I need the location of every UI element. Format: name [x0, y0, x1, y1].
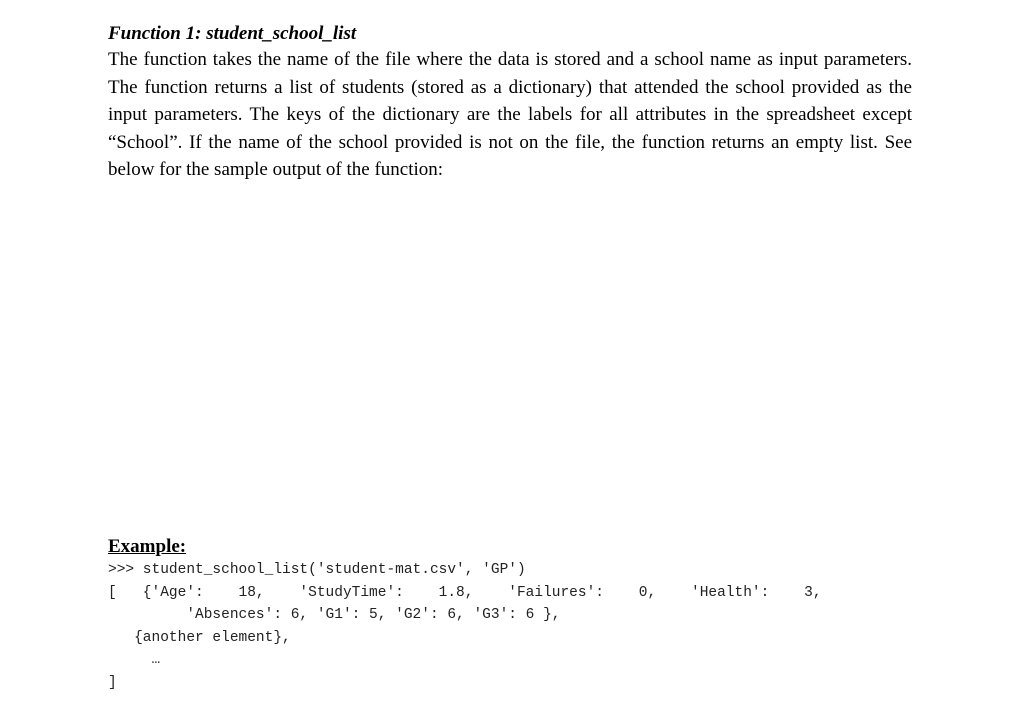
- example-section: [108, 535, 928, 694]
- code-line-first-element: [ {'Age': 18, 'StudyTime': 1.8, 'Failures': 0, 'Health': 3,: [108, 584, 822, 601]
- function-heading: Function 1: student_school_list: [108, 23, 357, 44]
- code-line-call: >>> student_school_list('student-mat.csv', 'GP'): [108, 562, 526, 578]
- code-line-another-element: {another element},: [108, 629, 291, 646]
- function-description: The function takes the name of the file where the data is stored and a school name as input parameters. The function returns a list of students (stored as a dictionary) that attended the school provided as the input parameters. The keys of the dictionary are the labels for all attributes in the spreadsheet except “School”. If the name of the school provided is not on the file, the function returns an empty list. See below for the sample output of the function:: [108, 49, 912, 180]
- example-title: Example:: [108, 536, 187, 557]
- code-line-close-bracket: ]: [108, 674, 117, 691]
- code-line-first-element-cont: 'Absences': 6, 'G1': 5, 'G2': 6, 'G3': 6 },: [108, 607, 561, 623]
- document-body: [108, 22, 912, 184]
- code-block: [108, 559, 928, 694]
- code-line-ellipsis: …: [108, 652, 161, 668]
